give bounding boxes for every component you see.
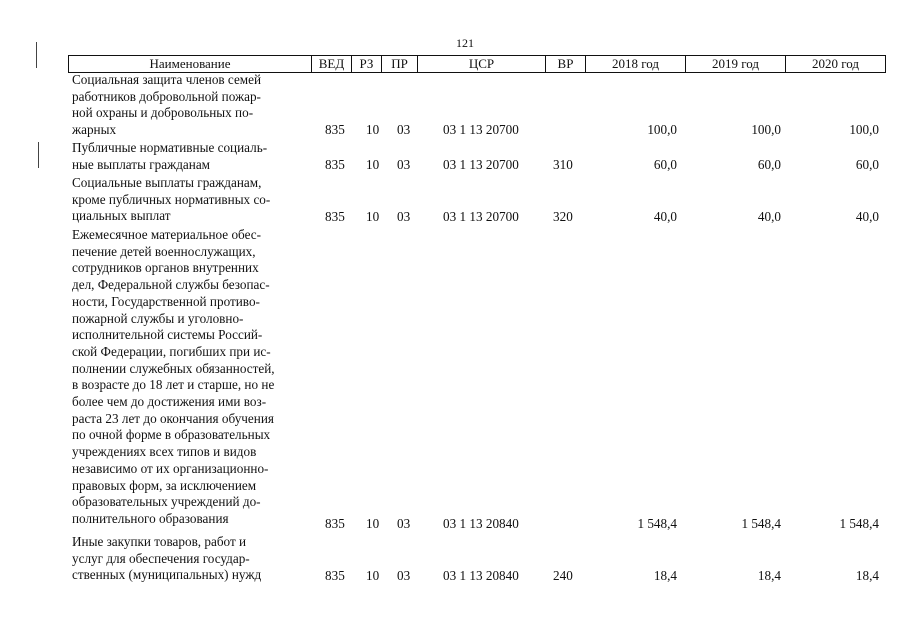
row-2019-value: 100,0 — [751, 122, 781, 137]
column-header-rz: РЗ — [351, 56, 381, 72]
row-2018-value: 18,4 — [653, 568, 677, 583]
row-csr: 03 1 13 20700 — [443, 209, 519, 224]
column-header-ved: ВЕД — [311, 56, 351, 72]
table-header — [68, 55, 886, 73]
row-ved: 835 — [325, 209, 345, 224]
row-rz: 10 — [366, 568, 380, 583]
row-vr: 240 — [553, 568, 573, 583]
row-name: Социальные выплаты гражданам, кроме публичных нормативных со- циальных выплат — [72, 175, 271, 224]
row-2018-value: 1 548,4 — [637, 516, 677, 531]
row-pr: 03 — [397, 568, 411, 583]
row-2020-value: 40,0 — [855, 209, 879, 224]
scan-margin-mark — [38, 142, 39, 168]
row-pr: 03 — [397, 516, 411, 531]
row-2018-value: 40,0 — [653, 209, 677, 224]
column-header-2020: 2020 год — [785, 56, 886, 72]
row-2018-value: 60,0 — [653, 157, 677, 172]
column-header-2019: 2019 год — [685, 56, 785, 72]
row-rz: 10 — [366, 209, 380, 224]
row-name: Публичные нормативные социаль- ные выплаты гражданам — [72, 140, 268, 172]
column-header-pr: ПР — [381, 56, 417, 72]
row-name: Ежемесячное материальное обес- печение детей военнослужащих, сотрудников органов внутренних дел, Федеральной службы безопас- ности, Государственной противо- пожарной службы и уголовно- исполнительной системы Россий- ской Федерации, погибших при ис- полнении служебных обязанностей, в возрасте до 18 лет и старше, но не более чем до достижения ими воз- раста 23 лет до окончания обучения по очной форме в образовательных учреждениях всех типов и видов независимо от их организационно- правовых форм, за исключением образовательных учреждений до- полнительного образования — [72, 227, 275, 526]
row-pr: 03 — [397, 157, 411, 172]
scan-margin-mark — [36, 42, 37, 68]
row-vr: 310 — [553, 157, 573, 172]
row-2020-value: 60,0 — [855, 157, 879, 172]
row-2019-value: 18,4 — [757, 568, 781, 583]
column-header-2018: 2018 год — [585, 56, 685, 72]
row-csr: 03 1 13 20700 — [443, 157, 519, 172]
row-2018-value: 100,0 — [647, 122, 677, 137]
column-header-csr: ЦСР — [417, 56, 545, 72]
row-2020-value: 1 548,4 — [839, 516, 879, 531]
row-pr: 03 — [397, 209, 411, 224]
row-2019-value: 40,0 — [757, 209, 781, 224]
row-ved: 835 — [325, 516, 345, 531]
row-rz: 10 — [366, 516, 380, 531]
row-name: Иные закупки товаров, работ и услуг для обеспечения государ- ственных (муниципальных) нужд — [72, 534, 262, 583]
row-2020-value: 100,0 — [849, 122, 879, 137]
row-csr: 03 1 13 20700 — [443, 122, 519, 137]
row-rz: 10 — [366, 157, 380, 172]
row-ved: 835 — [325, 122, 345, 137]
row-vr: 320 — [553, 209, 573, 224]
row-pr: 03 — [397, 122, 411, 137]
row-ved: 835 — [325, 568, 345, 583]
column-header-name: Наименование — [68, 56, 311, 72]
row-2019-value: 60,0 — [757, 157, 781, 172]
row-2020-value: 18,4 — [855, 568, 879, 583]
row-2019-value: 1 548,4 — [741, 516, 781, 531]
row-csr: 03 1 13 20840 — [443, 516, 519, 531]
row-rz: 10 — [366, 122, 380, 137]
column-header-vr: ВР — [545, 56, 585, 72]
page-number: 121 — [456, 36, 474, 50]
row-name: Социальная защита членов семей работников добровольной пожар- ной охраны и добровольных по- жарных — [72, 72, 262, 138]
row-ved: 835 — [325, 157, 345, 172]
row-csr: 03 1 13 20840 — [443, 568, 519, 583]
